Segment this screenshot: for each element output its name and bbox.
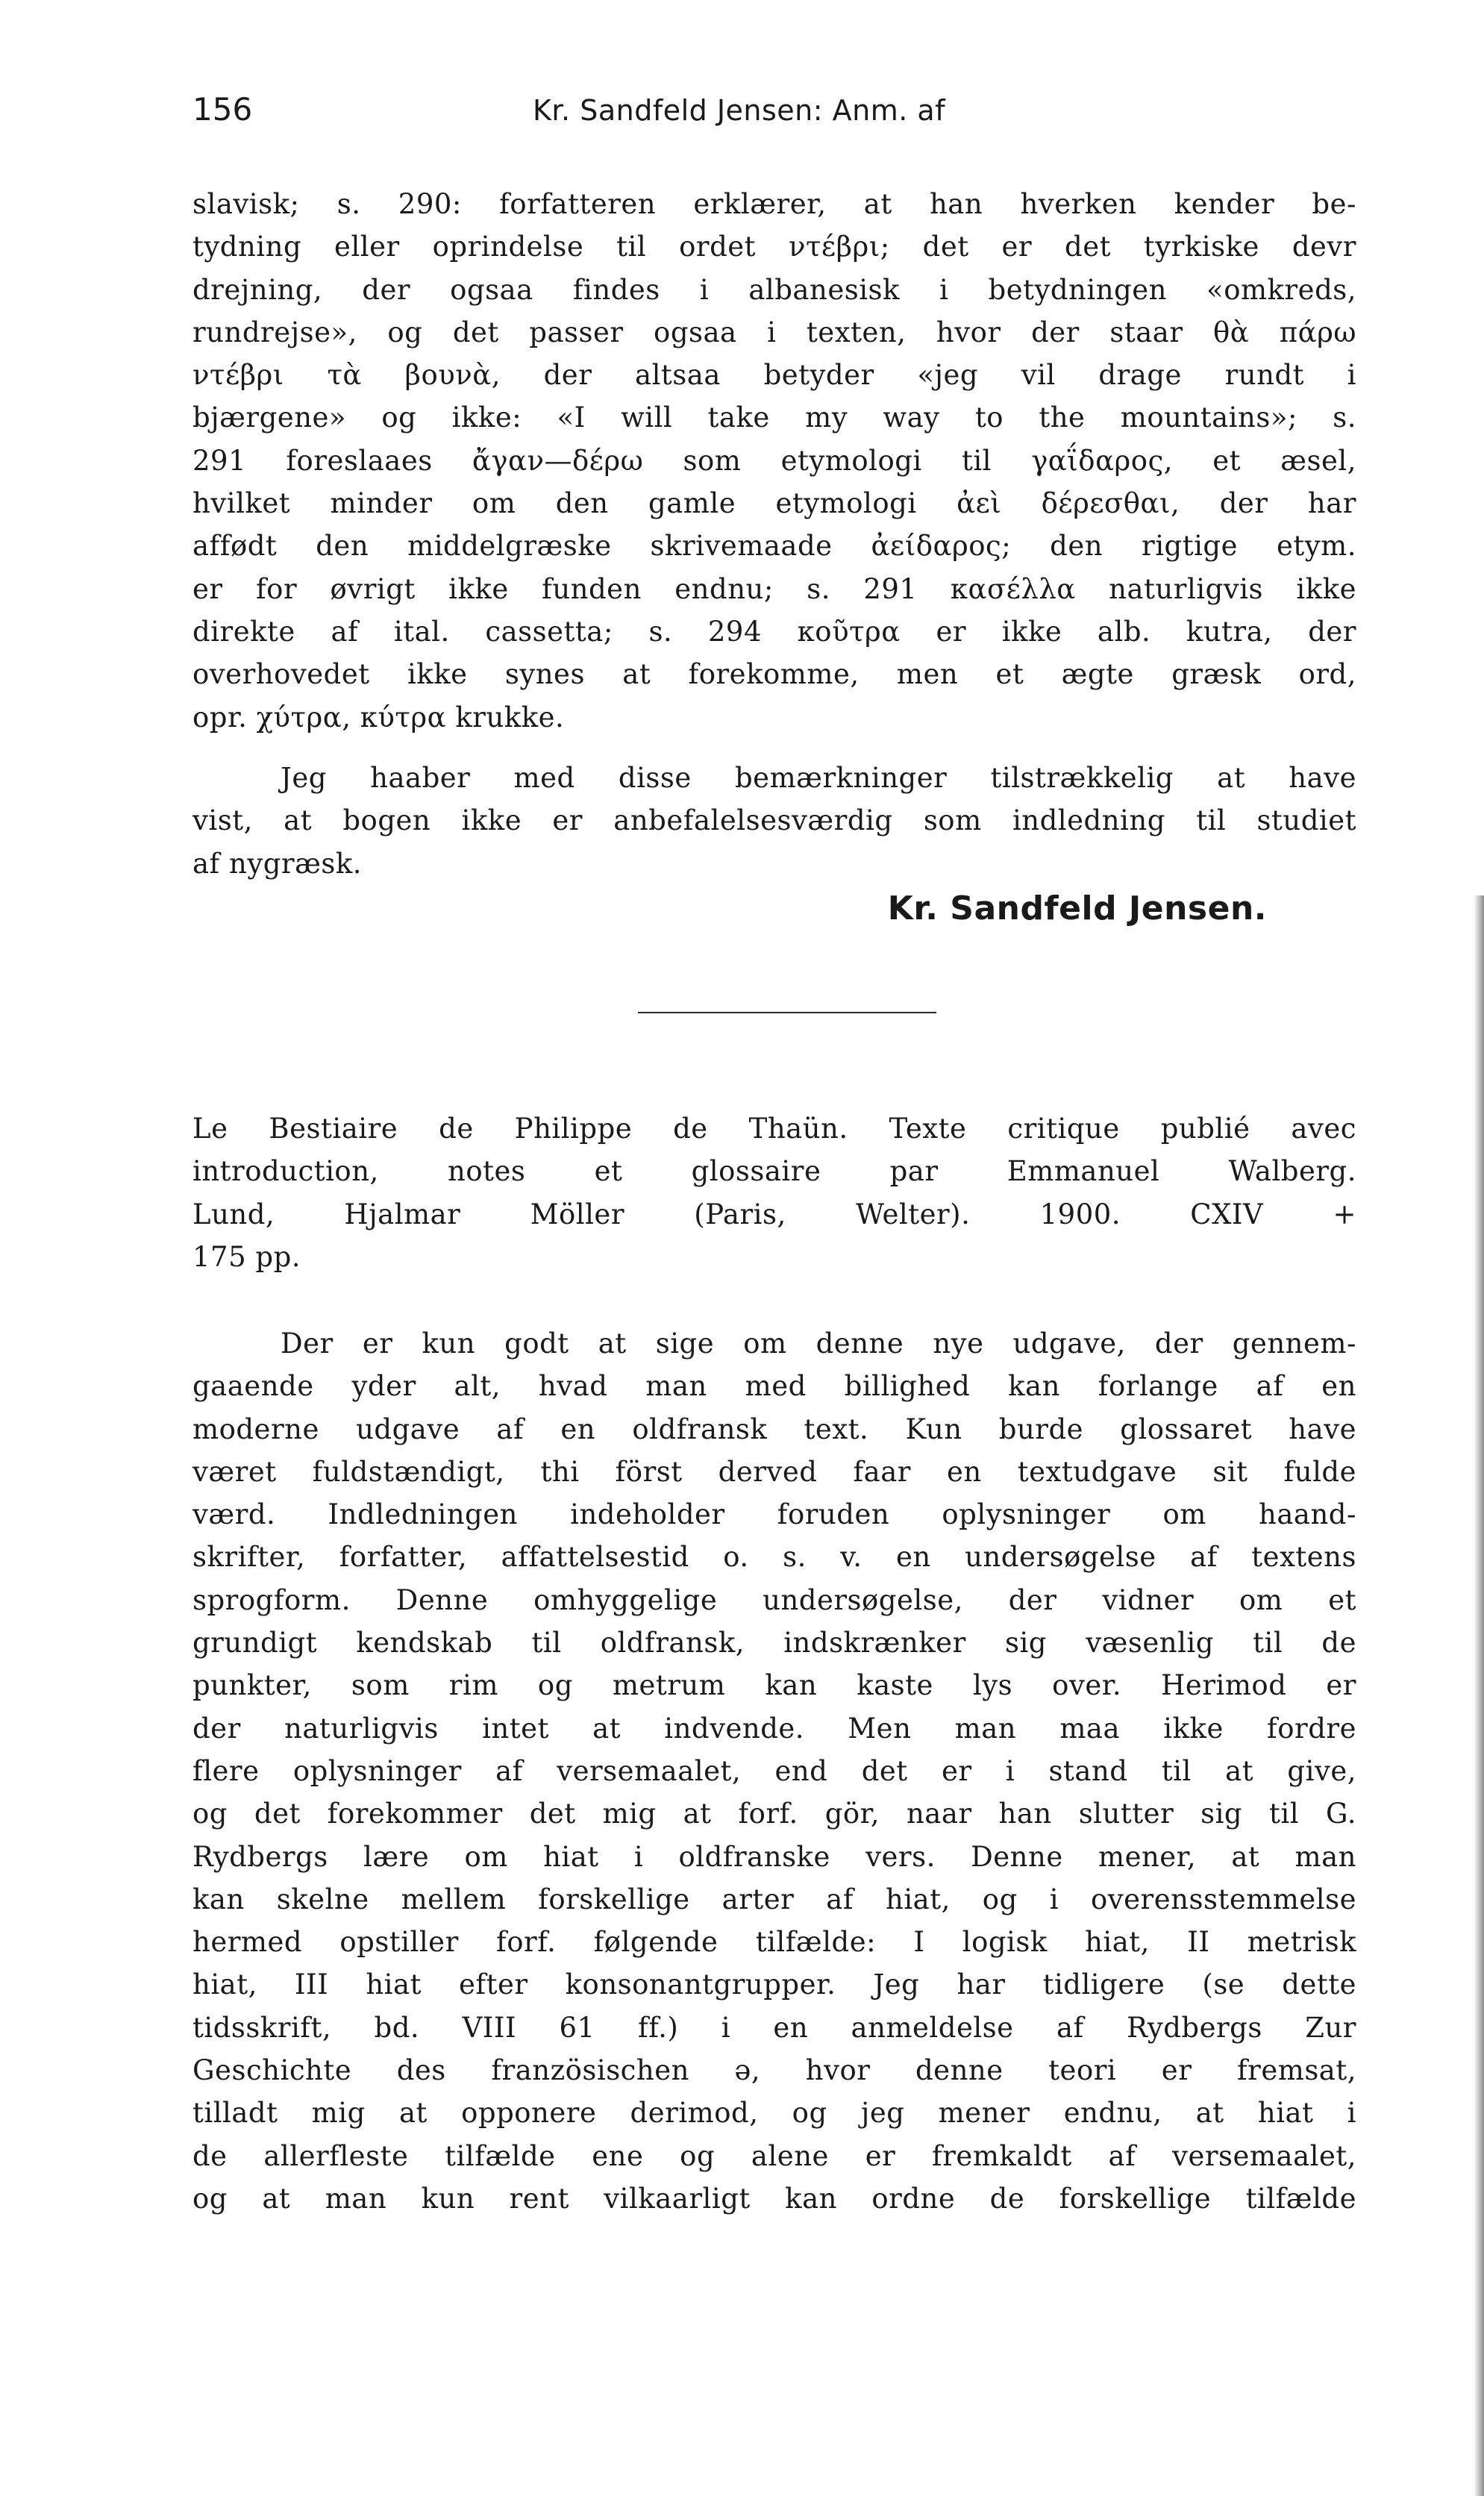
text-line: drejning, der ogsaa findes i albanesisk i betydningen «omkreds, [192, 273, 1356, 306]
page-edge-shadow [1474, 895, 1484, 2496]
text-line: bjærgene» og ikke: «I will take my way to the mountains»; s. [192, 401, 1356, 434]
text-line: direkte af ital. cassetta; s. 294 κοῦτρα er ikke alb. kutra, der [192, 615, 1356, 648]
text-line: tydning eller oprindelse til ordet ντέβρι; det er det tyrkiske devr [192, 231, 1356, 263]
text-line: hvilket minder om den gamle etymologi ἀεὶ δέρεσθαι, der har [192, 487, 1356, 520]
review-body [192, 1322, 1356, 2220]
text-line: skrifter, forfatter, affattelsestid o. s. v. en undersøgelse af textens [192, 1541, 1356, 1574]
text-line: opr. χύτρα, κύτρα krukke. [192, 701, 565, 734]
text-line: de allerfleste tilfælde ene og alene er fremkaldt af versemaalet, [192, 2139, 1356, 2172]
review-continuation [192, 183, 1356, 739]
text-line: Le Bestiaire de Philippe de Thaün. Texte critique publié avec [192, 1113, 1356, 1145]
text-line: 175 pp. [192, 1240, 301, 1273]
text-line: været fuldstændigt, thi först derved faar en textudgave sit fulde [192, 1455, 1356, 1488]
text-line: rundrejse», og det passer ogsaa i texten, hvor der staar θὰ πάρω [192, 316, 1356, 348]
text-line: grundigt kendskab til oldfransk, indskrænker sig væsenlig til de [192, 1627, 1356, 1660]
section-divider [638, 1012, 936, 1013]
text-line: tidsskrift, bd. VIII 61 ff.) i en anmeldelse af Rydbergs Zur [192, 2011, 1356, 2044]
text-line: Der er kun godt at sige om denne nye udgave, der gennem- [281, 1327, 1356, 1360]
text-line: hermed opstiller forf. følgende tilfælde: I logisk hiat, II metrisk [192, 1926, 1356, 1959]
text-line: af nygræsk. [192, 847, 363, 880]
author-signature: Kr. Sandfeld Jensen. [887, 889, 1267, 928]
text-line: 291 foreslaaes ἄγαν—δέρω som etymologi til γαΐδαρος, et æsel, [192, 444, 1356, 477]
text-line: og at man kun rent vilkaarligt kan ordne de forskellige tilfælde [192, 2182, 1356, 2215]
text-line: slavisk; s. 290: forfatteren erklærer, at han hverken kender be- [192, 188, 1356, 220]
text-line: ντέβρι τὰ βουνὰ, der altsaa betyder «jeg vil drage rundt i [192, 359, 1356, 392]
text-line: Rydbergs lære om hiat i oldfranske vers. Denne mener, at man [192, 1840, 1356, 1873]
text-line: sprogform. Denne omhyggelige undersøgelse, der vidner om et [192, 1583, 1356, 1616]
bibliographic-entry [192, 1107, 1356, 1278]
text-line: overhovedet ikke synes at forekomme, men et ægte græsk ord, [192, 658, 1356, 691]
text-line: punkter, som rim og metrum kan kaste lys over. Herimod er [192, 1669, 1356, 1702]
text-line: hiat, III hiat efter konsonantgrupper. Jeg har tidligere (se dette [192, 1968, 1356, 2001]
text-line: kan skelne mellem forskellige arter af hiat, og i overensstemmelse [192, 1883, 1356, 1915]
text-line: Jeg haaber med disse bemærkninger tilstrækkelig at have [281, 762, 1356, 794]
text-line: der naturligvis intet at indvende. Men man maa ikke fordre [192, 1712, 1356, 1745]
running-title: Kr. Sandfeld Jensen: Anm. af [533, 94, 946, 127]
text-line: værd. Indledningen indeholder foruden oplysninger om haand- [192, 1498, 1356, 1531]
text-line: affødt den middelgræske skrivemaade ἀείδαρος; den rigtige etym. [192, 530, 1356, 563]
text-line: tilladt mig at opponere derimod, og jeg mener endnu, at hiat i [192, 2097, 1356, 2130]
text-line: flere oplysninger af versemaalet, end det er i stand til at give, [192, 1754, 1356, 1787]
page-number: 156 [192, 91, 253, 128]
text-line: Geschichte des französischen ə, hvor denne teori er fremsat, [192, 2054, 1356, 2087]
text-line: og det forekommer det mig at forf. gör, naar han slutter sig til G. [192, 1798, 1356, 1830]
text-line: gaaende yder alt, hvad man med billighed kan forlange af en [192, 1370, 1356, 1403]
text-line: er for øvrigt ikke funden endnu; s. 291 κασέλλα naturligvis ikke [192, 572, 1356, 605]
text-line: moderne udgave af en oldfransk text. Kun burde glossaret have [192, 1413, 1356, 1445]
running-head [192, 91, 1385, 136]
text-line: Lund, Hjalmar Möller (Paris, Welter). 1900. CXIV + [192, 1198, 1356, 1230]
text-line: vist, at bogen ikke er anbefalelsesværdig som indledning til studiet [192, 804, 1356, 837]
text-line: introduction, notes et glossaire par Emmanuel Walberg. [192, 1155, 1356, 1188]
closing-paragraph [192, 757, 1356, 885]
